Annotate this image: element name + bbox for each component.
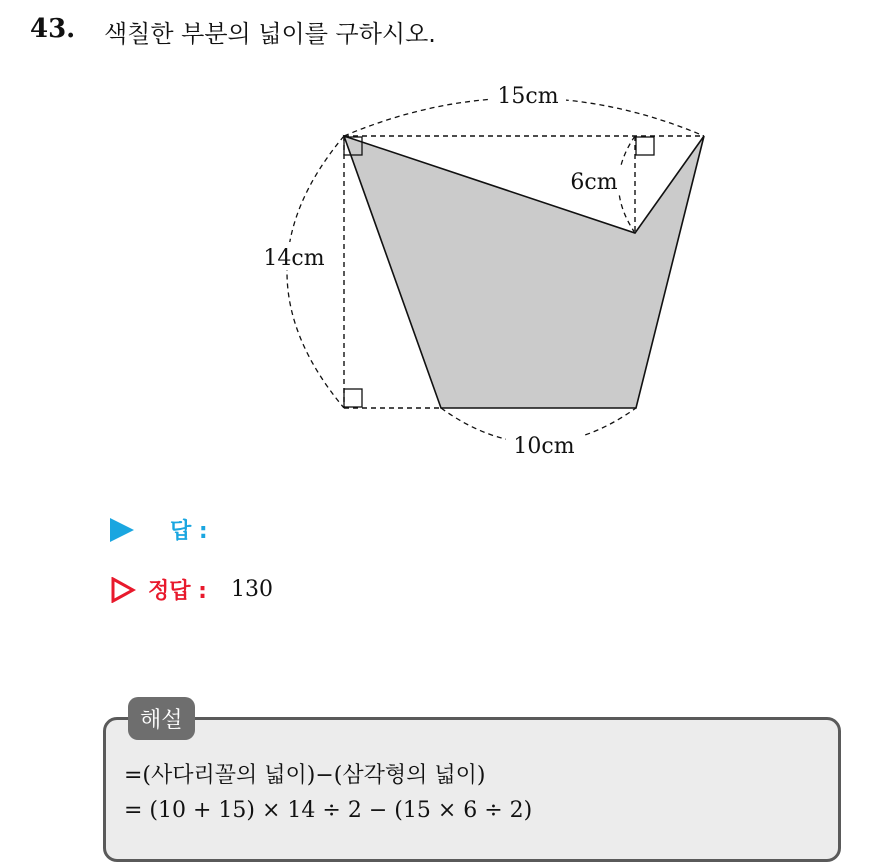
solution-box xyxy=(103,717,841,862)
shaded-region xyxy=(344,136,704,408)
question-text: 색칠한 부분의 넓이를 구하시오. xyxy=(104,20,436,48)
left-dimension-arc xyxy=(287,136,344,408)
right-angle-marker-top-right xyxy=(636,137,654,155)
solution-line-2: = (10 + 15) × 14 ÷ 2 − (15 × 6 ÷ 2) xyxy=(124,798,533,823)
right-angle-marker-bottom-left xyxy=(344,389,362,407)
solution-line-1: =(사다리꼴의 넓이)−(삼각형의 넓이) xyxy=(124,763,486,788)
answer-row xyxy=(110,514,208,545)
label-14cm: 14cm xyxy=(263,246,325,271)
correct-answer-value: 130 xyxy=(230,577,273,602)
label-10cm: 10cm xyxy=(513,434,575,459)
correct-answer-label: 정답 : xyxy=(148,579,207,604)
question-number: 43. xyxy=(30,14,76,44)
answer-label: 답 : xyxy=(170,519,208,544)
outline-triangle-icon xyxy=(110,577,136,603)
solution-tag: 해설 xyxy=(128,697,195,740)
label-15cm: 15cm xyxy=(497,84,559,109)
label-6cm: 6cm xyxy=(570,170,618,195)
correct-answer-row xyxy=(110,574,273,605)
play-triangle-icon xyxy=(110,518,134,542)
